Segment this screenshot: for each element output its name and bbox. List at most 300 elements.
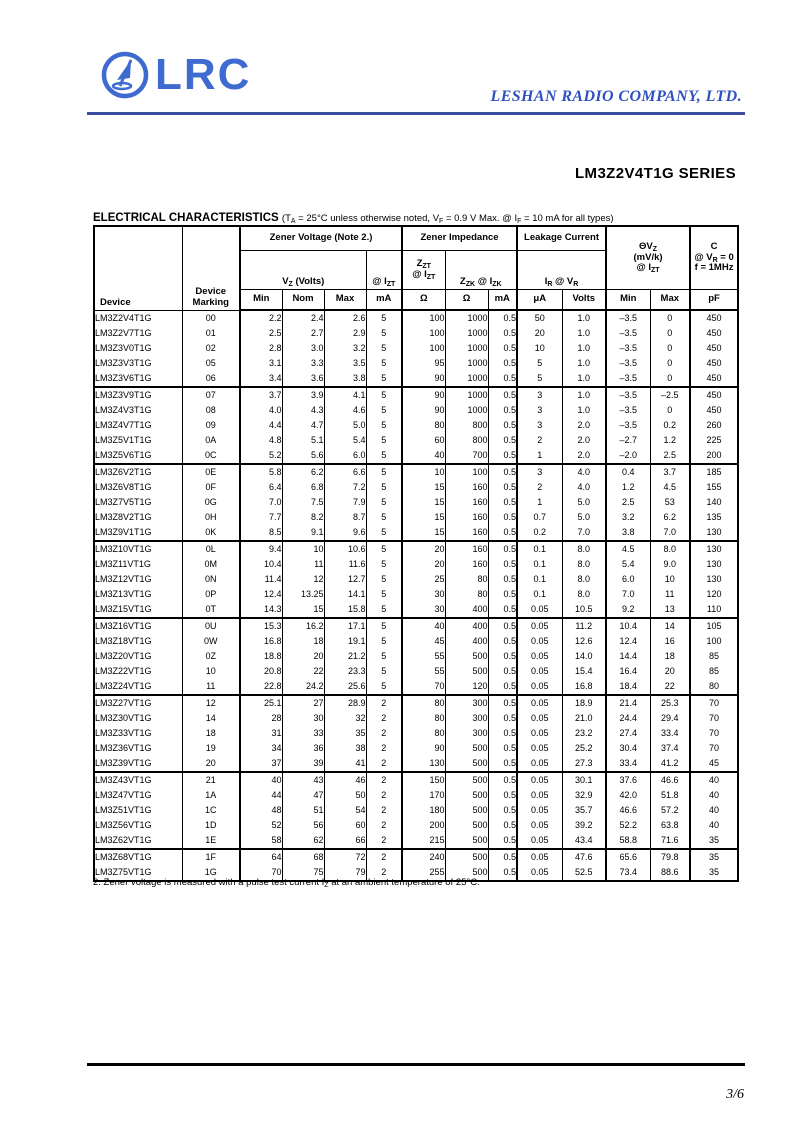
value-cell: 85 — [690, 649, 738, 664]
unit-ua: μA — [517, 290, 562, 311]
value-cell: 51.8 — [650, 788, 690, 803]
section-header — [93, 208, 745, 226]
value-cell: 400 — [445, 634, 488, 649]
col-group-capacitance: C @ $V_R = 0$ f = 1MHz — [690, 226, 738, 290]
value-cell: 7.0 — [606, 587, 650, 602]
value-cell: 21 — [182, 772, 240, 788]
table-row — [94, 756, 738, 772]
value-cell: 450 — [690, 371, 738, 387]
value-cell: 18 — [282, 634, 324, 649]
table-row — [94, 818, 738, 833]
value-cell: 400 — [445, 618, 488, 634]
value-cell: 2.4 — [282, 310, 324, 326]
value-cell: 5 — [366, 403, 402, 418]
section-heading: ELECTRICAL CHARACTERISTICS — [93, 212, 282, 224]
value-cell: 30.1 — [562, 772, 606, 788]
value-cell: 1.2 — [650, 433, 690, 448]
value-cell: 5 — [366, 541, 402, 557]
value-cell: 33.4 — [606, 756, 650, 772]
value-cell: 0.5 — [488, 679, 517, 695]
value-cell: 1.0 — [562, 356, 606, 371]
value-cell: 0.5 — [488, 371, 517, 387]
value-cell: 55 — [402, 664, 445, 679]
value-cell: 200 — [402, 818, 445, 833]
value-cell: 3.6 — [282, 371, 324, 387]
value-cell: 0.5 — [488, 695, 517, 711]
value-cell: 5 — [366, 664, 402, 679]
value-cell: 2 — [517, 480, 562, 495]
value-cell: 2 — [366, 803, 402, 818]
value-cell: 22 — [650, 679, 690, 695]
value-cell: 0.05 — [517, 818, 562, 833]
value-cell: 0 — [650, 310, 690, 326]
value-cell: 28.9 — [324, 695, 366, 711]
value-cell: 19.1 — [324, 634, 366, 649]
value-cell: 0.05 — [517, 726, 562, 741]
value-cell: 85 — [690, 664, 738, 679]
value-cell: 5.4 — [324, 433, 366, 448]
value-cell: 20 — [402, 541, 445, 557]
value-cell: 0P — [182, 587, 240, 602]
value-cell: 5 — [366, 480, 402, 495]
value-cell: 06 — [182, 371, 240, 387]
value-cell: 3.7 — [240, 387, 282, 403]
value-cell: 170 — [402, 788, 445, 803]
value-cell: 1C — [182, 803, 240, 818]
value-cell: 40 — [690, 788, 738, 803]
device-cell: LM3Z24VT1G — [94, 679, 182, 695]
value-cell: 90 — [402, 403, 445, 418]
value-cell: 15 — [402, 495, 445, 510]
header-row-groups — [94, 226, 738, 251]
value-cell: 2 — [366, 711, 402, 726]
device-cell: LM3Z2V4T1G — [94, 310, 182, 326]
value-cell: 14.1 — [324, 587, 366, 602]
value-cell: 80 — [402, 418, 445, 433]
value-cell: 18.9 — [562, 695, 606, 711]
value-cell: 23.2 — [562, 726, 606, 741]
value-cell: 0 — [650, 341, 690, 356]
value-cell: 21.2 — [324, 649, 366, 664]
table-row — [94, 849, 738, 865]
value-cell: –3.5 — [606, 418, 650, 433]
section-conditions: ($T_A = 25^\circ C$ unless otherwise noted, $V_F = 0.9$ V Max. @ $I_F = 10$ mA for all types) — [281, 213, 614, 225]
value-cell: 3.1 — [240, 356, 282, 371]
device-cell: LM3Z75VT1G — [94, 865, 182, 881]
value-cell: –3.5 — [606, 326, 650, 341]
value-cell: 500 — [445, 649, 488, 664]
value-cell: 52 — [240, 818, 282, 833]
value-cell: 2.8 — [240, 341, 282, 356]
value-cell: 0N — [182, 572, 240, 587]
device-cell: LM3Z22VT1G — [94, 664, 182, 679]
value-cell: 55 — [402, 649, 445, 664]
value-cell: 185 — [690, 464, 738, 480]
value-cell: 46.6 — [606, 803, 650, 818]
value-cell: 10 — [282, 541, 324, 557]
value-cell: 16.4 — [606, 664, 650, 679]
value-cell: 36 — [282, 741, 324, 756]
value-cell: 2.0 — [562, 433, 606, 448]
value-cell: 4.0 — [240, 403, 282, 418]
value-cell: 3.3 — [282, 356, 324, 371]
value-cell: 70 — [690, 741, 738, 756]
value-cell: 1.0 — [562, 387, 606, 403]
value-cell: 11.4 — [240, 572, 282, 587]
value-cell: 0H — [182, 510, 240, 525]
device-cell: LM3Z18VT1G — [94, 634, 182, 649]
device-cell: LM3Z9V1T1G — [94, 525, 182, 541]
device-cell: LM3Z62VT1G — [94, 833, 182, 849]
value-cell: 54 — [324, 803, 366, 818]
value-cell: 7.0 — [562, 525, 606, 541]
value-cell: 0.5 — [488, 756, 517, 772]
table-row — [94, 634, 738, 649]
value-cell: 5 — [366, 326, 402, 341]
table-row — [94, 448, 738, 464]
col-header-at-izt: @ $I_{ZT}$ — [366, 251, 402, 290]
value-cell: 5.0 — [324, 418, 366, 433]
value-cell: 0.5 — [488, 865, 517, 881]
value-cell: 1000 — [445, 387, 488, 403]
value-cell: 225 — [690, 433, 738, 448]
value-cell: 0.05 — [517, 788, 562, 803]
value-cell: 1.2 — [606, 480, 650, 495]
value-cell: 44 — [240, 788, 282, 803]
table-row — [94, 772, 738, 788]
value-cell: 160 — [445, 510, 488, 525]
value-cell: 500 — [445, 818, 488, 833]
value-cell: 29.4 — [650, 711, 690, 726]
value-cell: 60 — [324, 818, 366, 833]
value-cell: 3.8 — [606, 525, 650, 541]
unit-theta-max: Max — [650, 290, 690, 311]
value-cell: 5.0 — [562, 510, 606, 525]
value-cell: 0.7 — [517, 510, 562, 525]
value-cell: 0 — [650, 326, 690, 341]
value-cell: 5 — [366, 510, 402, 525]
value-cell: 15 — [402, 480, 445, 495]
table-row — [94, 541, 738, 557]
value-cell: 500 — [445, 833, 488, 849]
value-cell: 95 — [402, 356, 445, 371]
value-cell: 60 — [402, 433, 445, 448]
value-cell: 7.9 — [324, 495, 366, 510]
value-cell: 7.0 — [240, 495, 282, 510]
value-cell: 15.4 — [562, 664, 606, 679]
unit-ohm-zzk: Ω — [445, 290, 488, 311]
value-cell: 120 — [445, 679, 488, 695]
value-cell: 38 — [324, 741, 366, 756]
value-cell: 160 — [445, 480, 488, 495]
value-cell: 18 — [650, 649, 690, 664]
value-cell: 12 — [282, 572, 324, 587]
device-cell: LM3Z51VT1G — [94, 803, 182, 818]
value-cell: 5 — [366, 602, 402, 618]
value-cell: 30 — [402, 602, 445, 618]
value-cell: 10 — [182, 664, 240, 679]
value-cell: 66 — [324, 833, 366, 849]
value-cell: 130 — [690, 572, 738, 587]
value-cell: 0.5 — [488, 587, 517, 602]
value-cell: 16.8 — [562, 679, 606, 695]
value-cell: 0.05 — [517, 695, 562, 711]
value-cell: 0 — [650, 403, 690, 418]
value-cell: 100 — [402, 326, 445, 341]
value-cell: 09 — [182, 418, 240, 433]
value-cell: 5 — [366, 495, 402, 510]
value-cell: 27.4 — [606, 726, 650, 741]
value-cell: 2 — [366, 865, 402, 881]
value-cell: 11 — [282, 557, 324, 572]
value-cell: 35.7 — [562, 803, 606, 818]
value-cell: 155 — [690, 480, 738, 495]
value-cell: 140 — [690, 495, 738, 510]
value-cell: 30 — [282, 711, 324, 726]
col-group-zener-impedance: Zener Impedance — [402, 226, 517, 251]
unit-min: Min — [240, 290, 282, 311]
value-cell: 42.0 — [606, 788, 650, 803]
value-cell: 0.5 — [488, 418, 517, 433]
value-cell: 07 — [182, 387, 240, 403]
value-cell: 450 — [690, 356, 738, 371]
value-cell: 0Z — [182, 649, 240, 664]
value-cell: 500 — [445, 741, 488, 756]
value-cell: 35 — [690, 849, 738, 865]
value-cell: 46 — [324, 772, 366, 788]
value-cell: 260 — [690, 418, 738, 433]
value-cell: 450 — [690, 310, 738, 326]
value-cell: 57.2 — [650, 803, 690, 818]
value-cell: 5 — [366, 557, 402, 572]
value-cell: 4.0 — [562, 480, 606, 495]
value-cell: 10.4 — [240, 557, 282, 572]
value-cell: 2.5 — [650, 448, 690, 464]
value-cell: 5 — [366, 310, 402, 326]
device-cell: LM3Z39VT1G — [94, 756, 182, 772]
value-cell: 21.4 — [606, 695, 650, 711]
value-cell: 4.6 — [324, 403, 366, 418]
value-cell: 450 — [690, 326, 738, 341]
value-cell: 500 — [445, 803, 488, 818]
device-cell: LM3Z2V7T1G — [94, 326, 182, 341]
value-cell: 16.8 — [240, 634, 282, 649]
value-cell: 10 — [650, 572, 690, 587]
value-cell: 90 — [402, 741, 445, 756]
table-row — [94, 326, 738, 341]
value-cell: 6.8 — [282, 480, 324, 495]
value-cell: 28 — [240, 711, 282, 726]
value-cell: 5 — [366, 448, 402, 464]
value-cell: 130 — [690, 541, 738, 557]
value-cell: 0.5 — [488, 387, 517, 403]
unit-volts: Volts — [562, 290, 606, 311]
value-cell: 5 — [366, 464, 402, 480]
value-cell: 0.5 — [488, 433, 517, 448]
value-cell: 6.2 — [650, 510, 690, 525]
value-cell: 8.0 — [650, 541, 690, 557]
value-cell: 13 — [650, 602, 690, 618]
value-cell: 500 — [445, 664, 488, 679]
value-cell: 0.5 — [488, 711, 517, 726]
device-cell: LM3Z13VT1G — [94, 587, 182, 602]
value-cell: 2.7 — [282, 326, 324, 341]
value-cell: 0.05 — [517, 772, 562, 788]
value-cell: 13.25 — [282, 587, 324, 602]
value-cell: 37.6 — [606, 772, 650, 788]
value-cell: 0W — [182, 634, 240, 649]
col-group-theta-vz: $\Theta V_Z$ (mV/k) @ $I_{ZT}$ — [606, 226, 690, 290]
value-cell: 100 — [402, 310, 445, 326]
value-cell: 100 — [402, 341, 445, 356]
value-cell: 0C — [182, 448, 240, 464]
value-cell: 15 — [402, 510, 445, 525]
value-cell: 160 — [445, 495, 488, 510]
value-cell: 1.0 — [562, 326, 606, 341]
value-cell: 9.2 — [606, 602, 650, 618]
value-cell: 3.7 — [650, 464, 690, 480]
value-cell: 0.5 — [488, 803, 517, 818]
value-cell: 0.05 — [517, 833, 562, 849]
value-cell: 8.0 — [562, 572, 606, 587]
value-cell: 0.05 — [517, 849, 562, 865]
value-cell: 135 — [690, 510, 738, 525]
device-cell: LM3Z12VT1G — [94, 572, 182, 587]
unit-ma-izk: mA — [488, 290, 517, 311]
value-cell: 5 — [366, 387, 402, 403]
value-cell: 3.2 — [324, 341, 366, 356]
value-cell: 90 — [402, 387, 445, 403]
value-cell: 130 — [690, 557, 738, 572]
footnote: 2. Zener voltage is measured with a pulse test current $I_Z$ at an ambient temperature of 25°C. — [93, 877, 480, 889]
page-number: 3/6 — [726, 1087, 744, 1102]
value-cell: 20 — [282, 649, 324, 664]
value-cell: 51 — [282, 803, 324, 818]
value-cell: 2.2 — [240, 310, 282, 326]
value-cell: 0.5 — [488, 664, 517, 679]
value-cell: 35 — [690, 833, 738, 849]
value-cell: 20 — [517, 326, 562, 341]
value-cell: 0.2 — [517, 525, 562, 541]
device-cell: LM3Z36VT1G — [94, 741, 182, 756]
unit-ma: mA — [366, 290, 402, 311]
value-cell: 53 — [650, 495, 690, 510]
value-cell: 34 — [240, 741, 282, 756]
device-cell: LM3Z68VT1G — [94, 849, 182, 865]
value-cell: 0.05 — [517, 803, 562, 818]
value-cell: 19 — [182, 741, 240, 756]
device-cell: LM3Z5V1T1G — [94, 433, 182, 448]
value-cell: 50 — [324, 788, 366, 803]
value-cell: 0.5 — [488, 341, 517, 356]
table-row — [94, 403, 738, 418]
value-cell: 80 — [402, 711, 445, 726]
value-cell: –3.5 — [606, 387, 650, 403]
value-cell: 4.5 — [650, 480, 690, 495]
value-cell: 05 — [182, 356, 240, 371]
value-cell: 12.4 — [240, 587, 282, 602]
value-cell: 200 — [690, 448, 738, 464]
value-cell: 4.5 — [606, 541, 650, 557]
device-cell: LM3Z3V9T1G — [94, 387, 182, 403]
value-cell: 2 — [366, 695, 402, 711]
value-cell: 70 — [690, 726, 738, 741]
value-cell: 43 — [282, 772, 324, 788]
value-cell: 56 — [282, 818, 324, 833]
value-cell: 45 — [690, 756, 738, 772]
value-cell: 7.0 — [650, 525, 690, 541]
value-cell: 500 — [445, 849, 488, 865]
value-cell: 4.1 — [324, 387, 366, 403]
value-cell: 1.0 — [562, 403, 606, 418]
value-cell: 08 — [182, 403, 240, 418]
value-cell: 15 — [282, 602, 324, 618]
value-cell: 700 — [445, 448, 488, 464]
value-cell: 5 — [366, 679, 402, 695]
value-cell: 14.3 — [240, 602, 282, 618]
unit-theta-min: Min — [606, 290, 650, 311]
device-cell: LM3Z3V6T1G — [94, 371, 182, 387]
value-cell: 90 — [402, 371, 445, 387]
value-cell: 3 — [517, 418, 562, 433]
value-cell: 40 — [690, 803, 738, 818]
value-cell: 1 — [517, 448, 562, 464]
value-cell: 73.4 — [606, 865, 650, 881]
device-cell: LM3Z7V5T1G — [94, 495, 182, 510]
value-cell: 70 — [690, 695, 738, 711]
value-cell: 3.5 — [324, 356, 366, 371]
value-cell: 25.3 — [650, 695, 690, 711]
value-cell: 160 — [445, 525, 488, 541]
value-cell: 37 — [240, 756, 282, 772]
value-cell: 2 — [366, 772, 402, 788]
value-cell: 02 — [182, 341, 240, 356]
value-cell: 0.05 — [517, 618, 562, 634]
value-cell: 80 — [402, 726, 445, 741]
value-cell: 30 — [402, 587, 445, 602]
value-cell: 9.0 — [650, 557, 690, 572]
value-cell: 0.5 — [488, 525, 517, 541]
unit-pf: pF — [690, 290, 738, 311]
value-cell: 63.8 — [650, 818, 690, 833]
device-cell: LM3Z56VT1G — [94, 818, 182, 833]
value-cell: 8.2 — [282, 510, 324, 525]
value-cell: 1.0 — [562, 341, 606, 356]
value-cell: 0.5 — [488, 480, 517, 495]
device-cell: LM3Z20VT1G — [94, 649, 182, 664]
value-cell: 11.2 — [562, 618, 606, 634]
lrc-logo-text: LRC — [155, 50, 252, 99]
value-cell: 0.5 — [488, 849, 517, 865]
value-cell: 88.6 — [650, 865, 690, 881]
value-cell: 3 — [517, 403, 562, 418]
device-cell: LM3Z16VT1G — [94, 618, 182, 634]
value-cell: 300 — [445, 695, 488, 711]
value-cell: 70 — [240, 865, 282, 881]
value-cell: 0.5 — [488, 557, 517, 572]
value-cell: 800 — [445, 418, 488, 433]
value-cell: 2.5 — [606, 495, 650, 510]
value-cell: 0A — [182, 433, 240, 448]
value-cell: 50 — [517, 310, 562, 326]
value-cell: 68 — [282, 849, 324, 865]
value-cell: 0.1 — [517, 541, 562, 557]
value-cell: 5.8 — [240, 464, 282, 480]
value-cell: 0.05 — [517, 711, 562, 726]
value-cell: 7.7 — [240, 510, 282, 525]
value-cell: 1000 — [445, 371, 488, 387]
col-header-device-marking: Device Marking — [182, 226, 240, 310]
